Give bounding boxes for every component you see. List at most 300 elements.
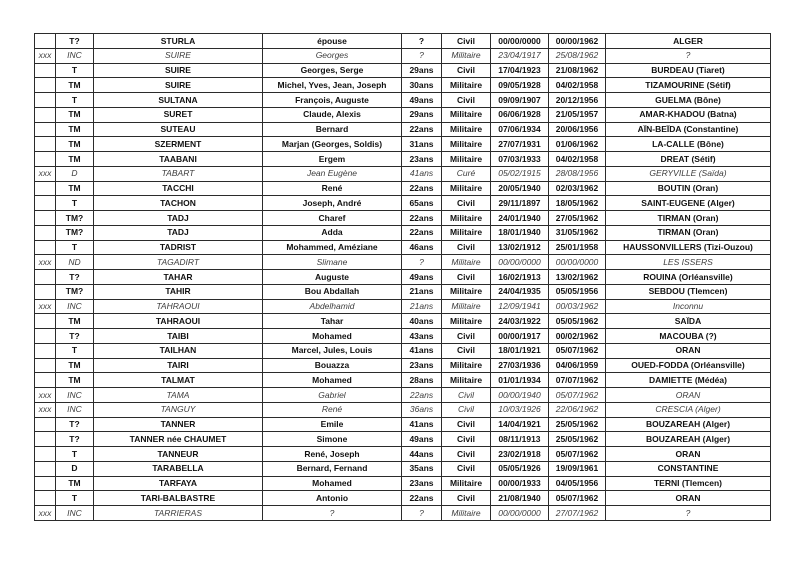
- cell-marker: xxx: [35, 402, 56, 417]
- table-row: [35, 240, 771, 255]
- cell-birth-date: 24/04/1935: [491, 284, 549, 299]
- cell-given-names: Abdelhamid: [263, 299, 402, 314]
- cell-birth-date: 01/01/1934: [491, 373, 549, 388]
- cell-status: Militaire: [442, 299, 491, 314]
- cell-status: Militaire: [442, 122, 491, 137]
- cell-status: Militaire: [442, 137, 491, 152]
- cell-death-date: 19/09/1961: [549, 461, 606, 476]
- cell-surname: SULTANA: [94, 93, 263, 108]
- cell-marker: [35, 34, 56, 49]
- cell-age: ?: [402, 48, 442, 63]
- cell-age: 46ans: [402, 240, 442, 255]
- cell-given-names: Tahar: [263, 314, 402, 329]
- table-row: [35, 225, 771, 240]
- cell-given-names: Joseph, André: [263, 196, 402, 211]
- cell-age: 22ans: [402, 225, 442, 240]
- table-row: [35, 166, 771, 181]
- cell-age: 23ans: [402, 152, 442, 167]
- cell-given-names: René: [263, 181, 402, 196]
- cell-place: BOUTIN (Oran): [606, 181, 771, 196]
- cell-birth-date: 24/01/1940: [491, 211, 549, 226]
- cell-code: T?: [56, 270, 94, 285]
- cell-marker: [35, 78, 56, 93]
- cell-surname: TANNER née CHAUMET: [94, 432, 263, 447]
- cell-birth-date: 06/06/1928: [491, 107, 549, 122]
- cell-place: TIZAMOURINE (Sétif): [606, 78, 771, 93]
- cell-birth-date: 20/05/1940: [491, 181, 549, 196]
- cell-birth-date: 00/00/0000: [491, 34, 549, 49]
- cell-marker: [35, 447, 56, 462]
- table-row: [35, 417, 771, 432]
- cell-age: 49ans: [402, 432, 442, 447]
- cell-death-date: 04/06/1959: [549, 358, 606, 373]
- cell-code: T: [56, 240, 94, 255]
- cell-given-names: Bernard, Fernand: [263, 461, 402, 476]
- cell-death-date: 02/03/1962: [549, 181, 606, 196]
- table-row: [35, 93, 771, 108]
- cell-death-date: 00/00/1962: [549, 34, 606, 49]
- cell-marker: [35, 432, 56, 447]
- cell-given-names: Mohamed: [263, 373, 402, 388]
- cell-given-names: Georges: [263, 48, 402, 63]
- cell-death-date: 04/02/1958: [549, 78, 606, 93]
- cell-code: T: [56, 491, 94, 506]
- cell-code: TM: [56, 152, 94, 167]
- cell-status: Militaire: [442, 284, 491, 299]
- cell-status: Militaire: [442, 476, 491, 491]
- cell-age: 41ans: [402, 417, 442, 432]
- cell-given-names: Marcel, Jules, Louis: [263, 343, 402, 358]
- cell-given-names: Charef: [263, 211, 402, 226]
- cell-birth-date: 29/11/1897: [491, 196, 549, 211]
- cell-code: TM?: [56, 211, 94, 226]
- cell-age: 22ans: [402, 122, 442, 137]
- cell-birth-date: 18/01/1921: [491, 343, 549, 358]
- cell-age: 23ans: [402, 476, 442, 491]
- cell-code: T?: [56, 432, 94, 447]
- cell-status: Civil: [442, 447, 491, 462]
- table-row: [35, 491, 771, 506]
- cell-code: T?: [56, 417, 94, 432]
- cell-surname: TARFAYA: [94, 476, 263, 491]
- cell-code: T: [56, 447, 94, 462]
- cell-place: AMAR-KHADOU (Batna): [606, 107, 771, 122]
- cell-surname: TAIBI: [94, 329, 263, 344]
- cell-marker: [35, 491, 56, 506]
- cell-place: DAMIETTE (Médéa): [606, 373, 771, 388]
- cell-death-date: 05/05/1962: [549, 314, 606, 329]
- cell-age: 29ans: [402, 107, 442, 122]
- cell-code: D: [56, 461, 94, 476]
- cell-age: ?: [402, 34, 442, 49]
- table-row: [35, 432, 771, 447]
- cell-birth-date: 07/03/1933: [491, 152, 549, 167]
- table-row: [35, 358, 771, 373]
- cell-given-names: Mohamed: [263, 329, 402, 344]
- cell-code: TM?: [56, 225, 94, 240]
- cell-given-names: Emile: [263, 417, 402, 432]
- cell-marker: [35, 284, 56, 299]
- cell-marker: [35, 461, 56, 476]
- cell-status: Civil: [442, 240, 491, 255]
- cell-status: Militaire: [442, 107, 491, 122]
- cell-death-date: 04/02/1958: [549, 152, 606, 167]
- cell-code: T: [56, 93, 94, 108]
- cell-age: 23ans: [402, 358, 442, 373]
- cell-marker: [35, 211, 56, 226]
- cell-status: Civil: [442, 63, 491, 78]
- table-row: [35, 461, 771, 476]
- table-row: [35, 211, 771, 226]
- cell-marker: [35, 196, 56, 211]
- cell-death-date: 25/05/1962: [549, 417, 606, 432]
- cell-code: TM: [56, 122, 94, 137]
- cell-surname: TANNER: [94, 417, 263, 432]
- cell-place: GERYVILLE (Saïda): [606, 166, 771, 181]
- cell-surname: TADJ: [94, 211, 263, 226]
- cell-surname: TANGUY: [94, 402, 263, 417]
- table-row: [35, 299, 771, 314]
- cell-code: TM: [56, 137, 94, 152]
- cell-surname: TACHON: [94, 196, 263, 211]
- cell-marker: [35, 476, 56, 491]
- cell-surname: TADRIST: [94, 240, 263, 255]
- cell-status: Civil: [442, 196, 491, 211]
- cell-marker: [35, 270, 56, 285]
- table-row: [35, 447, 771, 462]
- cell-marker: [35, 63, 56, 78]
- cell-death-date: 20/06/1956: [549, 122, 606, 137]
- cell-marker: [35, 343, 56, 358]
- cell-surname: TARRIERAS: [94, 506, 263, 521]
- cell-death-date: 00/02/1962: [549, 329, 606, 344]
- cell-surname: TAILHAN: [94, 343, 263, 358]
- cell-status: Civil: [442, 388, 491, 403]
- cell-code: TM: [56, 373, 94, 388]
- cell-age: 30ans: [402, 78, 442, 93]
- table-row: [35, 48, 771, 63]
- table-row: [35, 255, 771, 270]
- cell-given-names: Simone: [263, 432, 402, 447]
- cell-marker: xxx: [35, 506, 56, 521]
- cell-age: 28ans: [402, 373, 442, 388]
- cell-birth-date: 12/09/1941: [491, 299, 549, 314]
- cell-status: Militaire: [442, 211, 491, 226]
- cell-given-names: Marjan (Georges, Soldis): [263, 137, 402, 152]
- cell-age: 22ans: [402, 388, 442, 403]
- cell-code: T: [56, 343, 94, 358]
- cell-place: CRESCIA (Alger): [606, 402, 771, 417]
- cell-birth-date: 05/05/1926: [491, 461, 549, 476]
- cell-birth-date: 00/00/0000: [491, 255, 549, 270]
- cell-given-names: ?: [263, 506, 402, 521]
- cell-given-names: Ergem: [263, 152, 402, 167]
- cell-marker: [35, 417, 56, 432]
- cell-birth-date: 16/02/1913: [491, 270, 549, 285]
- cell-death-date: 25/01/1958: [549, 240, 606, 255]
- table-row: [35, 122, 771, 137]
- cell-given-names: René: [263, 402, 402, 417]
- cell-given-names: René, Joseph: [263, 447, 402, 462]
- cell-code: T: [56, 196, 94, 211]
- cell-marker: xxx: [35, 388, 56, 403]
- cell-given-names: Gabriel: [263, 388, 402, 403]
- cell-place: LA-CALLE (Bône): [606, 137, 771, 152]
- cell-marker: [35, 314, 56, 329]
- cell-code: T?: [56, 34, 94, 49]
- cell-status: Militaire: [442, 225, 491, 240]
- cell-surname: TABART: [94, 166, 263, 181]
- cell-given-names: Adda: [263, 225, 402, 240]
- cell-birth-date: 08/11/1913: [491, 432, 549, 447]
- cell-death-date: 05/07/1962: [549, 388, 606, 403]
- table-row: [35, 181, 771, 196]
- cell-code: T: [56, 63, 94, 78]
- cell-marker: [35, 181, 56, 196]
- cell-death-date: 25/05/1962: [549, 432, 606, 447]
- cell-place: CONSTANTINE: [606, 461, 771, 476]
- cell-status: Civil: [442, 402, 491, 417]
- cell-place: BOUZAREAH (Alger): [606, 417, 771, 432]
- cell-marker: xxx: [35, 255, 56, 270]
- cell-status: Civil: [442, 329, 491, 344]
- cell-status: Militaire: [442, 78, 491, 93]
- cell-surname: TAMA: [94, 388, 263, 403]
- cell-age: 41ans: [402, 166, 442, 181]
- cell-place: BOUZAREAH (Alger): [606, 432, 771, 447]
- cell-death-date: 05/07/1962: [549, 343, 606, 358]
- cell-status: Militaire: [442, 314, 491, 329]
- cell-marker: [35, 225, 56, 240]
- cell-code: INC: [56, 402, 94, 417]
- cell-given-names: Jean Eugène: [263, 166, 402, 181]
- cell-age: 44ans: [402, 447, 442, 462]
- table-row: [35, 373, 771, 388]
- cell-place: ORAN: [606, 343, 771, 358]
- cell-code: TM: [56, 78, 94, 93]
- cell-surname: TAHAR: [94, 270, 263, 285]
- cell-age: 22ans: [402, 211, 442, 226]
- cell-place: SEBDOU (Tlemcen): [606, 284, 771, 299]
- cell-birth-date: 13/02/1912: [491, 240, 549, 255]
- cell-place: Inconnu: [606, 299, 771, 314]
- table-row: [35, 152, 771, 167]
- cell-surname: SUIRE: [94, 48, 263, 63]
- cell-birth-date: 24/03/1922: [491, 314, 549, 329]
- cell-marker: [35, 152, 56, 167]
- cell-place: ORAN: [606, 491, 771, 506]
- cell-surname: SUIRE: [94, 78, 263, 93]
- cell-surname: TAHIR: [94, 284, 263, 299]
- table-row: [35, 402, 771, 417]
- cell-birth-date: 27/07/1931: [491, 137, 549, 152]
- cell-death-date: 05/05/1956: [549, 284, 606, 299]
- cell-code: TM: [56, 107, 94, 122]
- cell-surname: STURLA: [94, 34, 263, 49]
- cell-age: 21ans: [402, 284, 442, 299]
- cell-code: INC: [56, 506, 94, 521]
- cell-age: 65ans: [402, 196, 442, 211]
- cell-status: Civil: [442, 491, 491, 506]
- cell-place: MACOUBA (?): [606, 329, 771, 344]
- cell-status: Civil: [442, 417, 491, 432]
- cell-birth-date: 00/00/1933: [491, 476, 549, 491]
- cell-age: 31ans: [402, 137, 442, 152]
- cell-status: Militaire: [442, 373, 491, 388]
- cell-place: LES ISSERS: [606, 255, 771, 270]
- table-row: [35, 196, 771, 211]
- cell-surname: SUTEAU: [94, 122, 263, 137]
- cell-surname: TARI-BALBASTRE: [94, 491, 263, 506]
- cell-given-names: Antonio: [263, 491, 402, 506]
- cell-surname: TADJ: [94, 225, 263, 240]
- table-row: [35, 476, 771, 491]
- cell-birth-date: 07/06/1934: [491, 122, 549, 137]
- cell-surname: TAABANI: [94, 152, 263, 167]
- casualty-roster-table: [34, 33, 771, 521]
- cell-given-names: Georges, Serge: [263, 63, 402, 78]
- cell-death-date: 27/07/1962: [549, 506, 606, 521]
- cell-place: AÏN-BEÏDA (Constantine): [606, 122, 771, 137]
- cell-death-date: 04/05/1956: [549, 476, 606, 491]
- cell-age: 22ans: [402, 181, 442, 196]
- table-row: [35, 270, 771, 285]
- cell-death-date: 00/03/1962: [549, 299, 606, 314]
- cell-marker: [35, 240, 56, 255]
- cell-given-names: Claude, Alexis: [263, 107, 402, 122]
- cell-birth-date: 23/02/1918: [491, 447, 549, 462]
- cell-marker: [35, 122, 56, 137]
- cell-age: 40ans: [402, 314, 442, 329]
- cell-status: Militaire: [442, 181, 491, 196]
- table-row: [35, 329, 771, 344]
- cell-surname: TALMAT: [94, 373, 263, 388]
- cell-birth-date: 14/04/1921: [491, 417, 549, 432]
- cell-given-names: Mohamed: [263, 476, 402, 491]
- cell-birth-date: 00/00/0000: [491, 506, 549, 521]
- cell-surname: SURET: [94, 107, 263, 122]
- cell-death-date: 20/12/1956: [549, 93, 606, 108]
- cell-marker: xxx: [35, 166, 56, 181]
- cell-birth-date: 17/04/1923: [491, 63, 549, 78]
- cell-place: ?: [606, 48, 771, 63]
- cell-birth-date: 09/05/1928: [491, 78, 549, 93]
- cell-death-date: 22/06/1962: [549, 402, 606, 417]
- cell-given-names: Bou Abdallah: [263, 284, 402, 299]
- cell-status: Civil: [442, 270, 491, 285]
- cell-surname: SZERMENT: [94, 137, 263, 152]
- cell-given-names: Bouazza: [263, 358, 402, 373]
- cell-age: 36ans: [402, 402, 442, 417]
- cell-status: Militaire: [442, 152, 491, 167]
- cell-death-date: 01/06/1962: [549, 137, 606, 152]
- cell-place: ORAN: [606, 388, 771, 403]
- cell-status: Militaire: [442, 48, 491, 63]
- cell-marker: [35, 107, 56, 122]
- cell-age: 29ans: [402, 63, 442, 78]
- cell-age: 43ans: [402, 329, 442, 344]
- cell-given-names: Mohammed, Améziane: [263, 240, 402, 255]
- cell-marker: [35, 329, 56, 344]
- cell-place: HAUSSONVILLERS (Tizi-Ouzou): [606, 240, 771, 255]
- cell-code: TM: [56, 476, 94, 491]
- cell-marker: [35, 358, 56, 373]
- cell-place: OUED-FODDA (Orléansville): [606, 358, 771, 373]
- cell-given-names: François, Auguste: [263, 93, 402, 108]
- cell-age: 22ans: [402, 491, 442, 506]
- table-row: [35, 284, 771, 299]
- cell-death-date: 05/07/1962: [549, 447, 606, 462]
- cell-death-date: 21/08/1962: [549, 63, 606, 78]
- cell-given-names: Auguste: [263, 270, 402, 285]
- cell-age: 35ans: [402, 461, 442, 476]
- cell-death-date: 13/02/1962: [549, 270, 606, 285]
- cell-code: D: [56, 166, 94, 181]
- cell-age: 49ans: [402, 93, 442, 108]
- cell-place: TIRMAN (Oran): [606, 225, 771, 240]
- cell-code: INC: [56, 299, 94, 314]
- table-row: [35, 506, 771, 521]
- table-row: [35, 343, 771, 358]
- cell-marker: xxx: [35, 299, 56, 314]
- cell-status: Civil: [442, 461, 491, 476]
- cell-age: ?: [402, 506, 442, 521]
- cell-code: ND: [56, 255, 94, 270]
- cell-place: ORAN: [606, 447, 771, 462]
- cell-death-date: 25/08/1962: [549, 48, 606, 63]
- cell-given-names: épouse: [263, 34, 402, 49]
- table-body: [35, 34, 771, 521]
- cell-place: TIRMAN (Oran): [606, 211, 771, 226]
- cell-status: Civil: [442, 432, 491, 447]
- cell-birth-date: 10/03/1926: [491, 402, 549, 417]
- cell-birth-date: 18/01/1940: [491, 225, 549, 240]
- cell-code: TM?: [56, 284, 94, 299]
- cell-death-date: 27/05/1962: [549, 211, 606, 226]
- cell-birth-date: 27/03/1936: [491, 358, 549, 373]
- cell-age: 41ans: [402, 343, 442, 358]
- cell-death-date: 18/05/1962: [549, 196, 606, 211]
- cell-given-names: Bernard: [263, 122, 402, 137]
- cell-code: TM: [56, 314, 94, 329]
- cell-status: Militaire: [442, 255, 491, 270]
- cell-surname: TAHRAOUI: [94, 299, 263, 314]
- cell-death-date: 21/05/1957: [549, 107, 606, 122]
- cell-code: TM: [56, 358, 94, 373]
- cell-code: T?: [56, 329, 94, 344]
- cell-place: BURDEAU (Tiaret): [606, 63, 771, 78]
- cell-birth-date: 23/04/1917: [491, 48, 549, 63]
- cell-place: SAINT-EUGENE (Alger): [606, 196, 771, 211]
- cell-place: SAÏDA: [606, 314, 771, 329]
- cell-birth-date: 09/09/1907: [491, 93, 549, 108]
- cell-surname: TACCHI: [94, 181, 263, 196]
- table-row: [35, 388, 771, 403]
- cell-surname: TAGADIRT: [94, 255, 263, 270]
- cell-code: INC: [56, 388, 94, 403]
- cell-death-date: 28/08/1956: [549, 166, 606, 181]
- table-row: [35, 314, 771, 329]
- cell-given-names: Michel, Yves, Jean, Joseph: [263, 78, 402, 93]
- table-row: [35, 137, 771, 152]
- cell-surname: TANNEUR: [94, 447, 263, 462]
- cell-place: TERNI (Tlemcen): [606, 476, 771, 491]
- cell-marker: [35, 373, 56, 388]
- table-row: [35, 63, 771, 78]
- cell-birth-date: 00/00/1917: [491, 329, 549, 344]
- cell-birth-date: 00/00/1940: [491, 388, 549, 403]
- cell-marker: xxx: [35, 48, 56, 63]
